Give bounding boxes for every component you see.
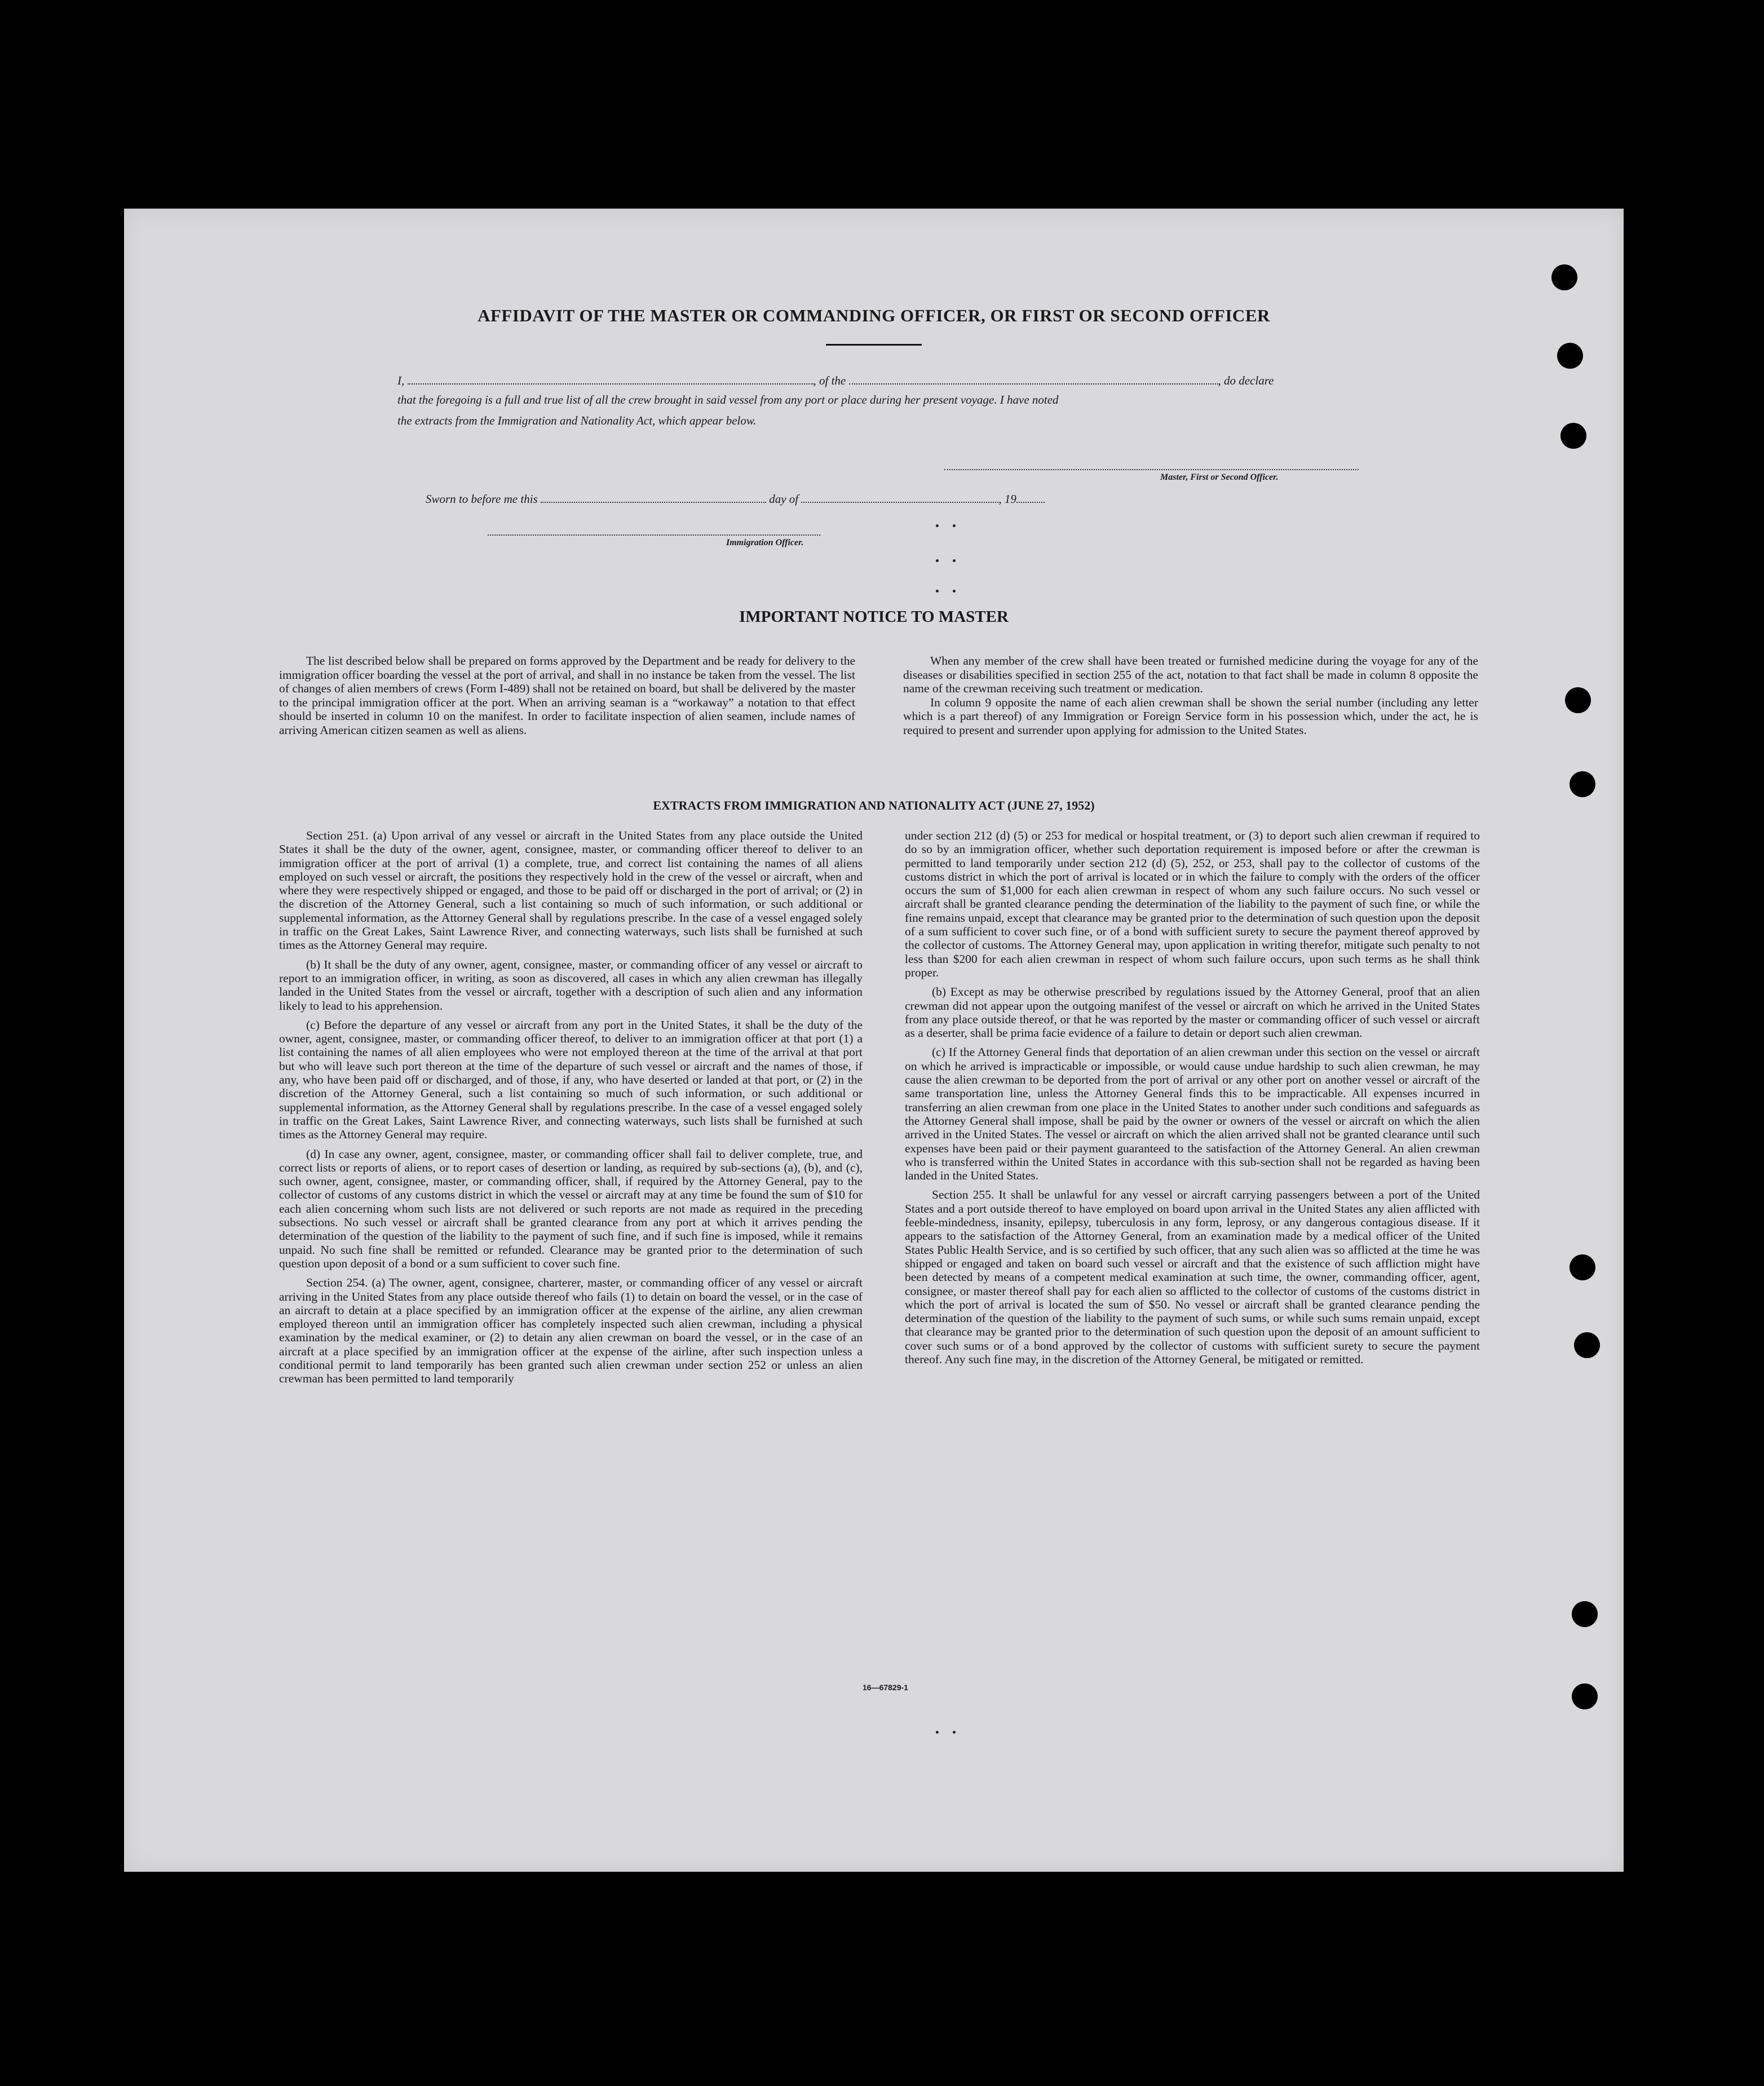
section-251-b: (b) It shall be the duty of any owner, agent, consignee, master, or commanding officer of any vessel or aircraft to report to an immigration officer, in writing, as soon as discovered, all cases in which any alien crewman has illegally landed in the United States from the vessel or aircraft, together with a description of such alien and any information likely to lead to his apprehension. (279, 957, 863, 1013)
section-254-a-continued: under section 212 (d) (5) or 253 for medical or hospital treatment, or (3) to deport such alien crewman if required to do so by an immigration officer, whether such deportation requirement is imposed before or after the crewman is permitted to land temporarily under section 212 (d) (5), 252, or 253, shall pay to the collector of customs of the customs district in which the port of arrival is located or in which the failure to comply with the orders of the officer occurs the sum of $1,000 for each alien crewman in respect of whom any such failure occurs. No such vessel or aircraft shall be granted clearance pending the determination of the liability to the payment of such fine, or while the fine remains unpaid, except that clearance may be granted prior to the determination of such question upon the deposit of a sum sufficient to cover such fine, or of a bond with sufficient surety to secure the payment thereof approved by the collector of customs. The Attorney General may, upon application in writing therefor, mitigate such penalty to not less than $200 for each alien crewman in respect of whom such failure occurs, upon such terms as he shall think proper. (905, 829, 1480, 979)
section-255: Section 255. It shall be unlawful for any vessel or aircraft carrying passengers between a port of the United States and a port outside thereof to have employed on board upon arrival in the United States any alien afflicted with feeble-mindedness, insanity, epilepsy, tuberculosis in any form, leprosy, or any dangerous contagious disease. If it appears to the satisfaction of the Attorney General, from an examination made by a medical officer of the United States Public Health Service, and is so certified by such officer, that any such alien was so afflicted at the time he was shipped or engaged and taken on board such vessel or aircraft and that the existence of such affliction might have been detected by means of a competent medical examination at such time, the owner, commanding officer, agent, consignee, or master thereof shall pay for each alien so afflicted to the collector of customs of the customs district in which the port of arrival is located the sum of $50. No vessel or aircraft shall be granted clearance pending the determination of the question of the liability to the payment of such sums, or while such sums remain unpaid, except that clearance may be granted prior to the determination of such question upon the deposit of an amount sufficient to cover such sums or of a bond approved by the collector of customs with sufficient surety to secure the payment thereof. Any such fine may, in the discretion of the Attorney General, be mitigated or remitted. (905, 1188, 1480, 1366)
speck (936, 590, 939, 593)
speck (936, 524, 939, 527)
sworn-text: Sworn to before me this (426, 492, 538, 506)
declaration-declare: , do declare (1218, 374, 1274, 387)
vessel-blank[interactable] (849, 372, 1218, 385)
speck (953, 590, 956, 593)
declaration-line-1 (397, 372, 1480, 388)
speck (936, 559, 939, 562)
year-text: , 19 (998, 492, 1016, 506)
form-number: 16—67829-1 (863, 1683, 908, 1692)
document-page (124, 209, 1624, 1872)
binder-hole (1560, 423, 1586, 449)
binder-hole (1570, 1254, 1595, 1280)
binder-hole (1565, 687, 1591, 713)
section-254-b: (b) Except as may be otherwise prescribed by regulations issued by the Attorney General, proof that an alien crewman did not appear upon the outgoing manifest of the vessel or aircraft on which he arrived in the United States from any place outside thereof, or that he was reported by the master or commanding officer of such vessel or aircraft as a deserter, shall be prima facie evidence of a failure to detain or deport such alien crewman. (905, 985, 1480, 1040)
title-rule (826, 344, 922, 346)
name-blank[interactable] (408, 372, 814, 385)
sworn-date-blank[interactable] (541, 490, 766, 503)
year-blank[interactable] (1016, 490, 1045, 503)
declaration-line-3: the extracts from the Immigration and Nationality Act, which appear below. (397, 414, 757, 427)
notice-left-text: The list described below shall be prepared on forms approved by the Department and be ready for delivery to the immigration officer boarding the vessel at the port of arrival, and shall in no instance be taken from the vessel. The list of changes of alien members of crews (Form I-489) shall not be retained on board, but shall be delivered by the master to the principal immigration officer at the port. When an arriving seaman is a “workaway” a notation to that effect should be inserted in column 10 on the manifest. In order to facilitate inspection of alien seamen, include names of arriving American citizen seamen as well as aliens. (279, 654, 855, 737)
speck (953, 1731, 956, 1734)
binder-hole (1572, 1683, 1598, 1709)
notice-right-text-2: In column 9 opposite the name of each alien crewman shall be shown the serial number (including any letter which is a part thereof) of any Immigration or Foreign Service form in his possession which, under the act, he is required to present and surrender upon applying for admission to the United States. (903, 695, 1478, 737)
month-blank[interactable] (801, 490, 998, 503)
declaration-i: I, (397, 374, 405, 387)
master-signature-label: Master, First or Second Officer. (1160, 472, 1279, 482)
binder-hole (1551, 264, 1577, 290)
day-of-text: day of (769, 492, 799, 506)
binder-hole (1557, 343, 1583, 369)
section-251-d: (d) In case any owner, agent, consignee, master, or commanding officer shall fail to deliver complete, true, and correct lists or reports of aliens, or to report cases of desertion or landing, as required by sub-sections (a), (b), and (c), such owner, agent, consignee, master, or commanding officer, shall, if required by the Attorney General, pay to the collector of customs of any customs district in which the vessel or aircraft may at any time be found the sum of $10 for each alien concerning whom such lists are not delivered or such reports are not made as required in the preceding subsections. No such vessel or aircraft shall be granted clearance from any port at which it arrives pending the determination of the question of the liability to the payment of such fine, and if such fine is imposed, while it remains unpaid. No such fine shall be remitted or refunded. Clearance may be granted prior to the determination of such question upon deposit of a bond or a sum sufficient to cover such fine. (279, 1147, 863, 1270)
notice-right-paragraphs (903, 654, 1478, 737)
notice-right-text-1: When any member of the crew shall have been treated or furnished medicine during the voyage for any of the diseases or disabilities specified in section 255 of the act, notation to that fact shall be made in column 8 opposite the name of the crewman receiving such treatment or medication. (903, 654, 1478, 695)
speck (953, 559, 956, 562)
declaration-of-the: , of the (813, 374, 846, 387)
speck (953, 524, 956, 527)
section-251-a: Section 251. (a) Upon arrival of any vessel or aircraft in the United States from any place outside the United States it shall be the duty of the owner, agent, consignee, master, or commanding officer thereof to deliver to an immigration officer at the port of arrival (1) a complete, true, and correct list containing the names of all aliens employed on such vessel or aircraft, the positions they respectively hold in the crew of the vessel or aircraft, when and where they were respectively shipped or engaged, and those to be paid off or discharged in the port of arrival; or (2) in the discretion of the Attorney General, such a list containing so much of such information, or such additional or supplemental information, as the Attorney General shall by regulations prescribe. In the case of a vessel engaged solely in traffic on the Great Lakes, Saint Lawrence River, and connecting waterways, such lists shall be furnished at such times as the Attorney General may require. (279, 829, 863, 952)
affidavit-title: AFFIDAVIT OF THE MASTER OR COMMANDING OFFICER, OR FIRST OR SECOND OFFICER (478, 306, 1270, 325)
notice-title: IMPORTANT NOTICE TO MASTER (739, 608, 1009, 626)
sworn-line (426, 490, 1271, 506)
extracts-title: EXTRACTS FROM IMMIGRATION AND NATIONALITY ACT (JUNE 27, 1952) (653, 798, 1095, 812)
extracts-left-column (279, 829, 863, 1391)
binder-hole (1574, 1332, 1600, 1358)
speck (936, 1731, 939, 1734)
extracts-right-column (905, 829, 1480, 1372)
binder-hole (1572, 1601, 1598, 1627)
section-251-c: (c) Before the departure of any vessel or aircraft from any port in the United States, it shall be the duty of the owner, agent, consignee, master, or commanding officer thereof, to deliver to an immigration officer at that port (1) a list containing the names of all alien employees who were not employed thereon at the time of the arrival at that port but who will leave such port thereon at the time of the departure of such vessel or aircraft and the names of those, if any, who have been paid off or discharged, and of those, if any, who have deserted or landed at that port, or (2) in the discretion of the Attorney General, such a list containing so much of such information, or such additional or supplemental information, as the Attorney General shall by regulations prescribe. In the case of a vessel engaged solely in traffic on the Great Lakes, Saint Lawrence River, and connecting waterways, such lists shall be furnished at such times as the Attorney General may require. (279, 1018, 863, 1142)
officer-signature-label: Immigration Officer. (726, 538, 804, 547)
declaration-line-2: that the foregoing is a full and true list of all the crew brought in said vessel from any port or place during her present voyage. I have noted (397, 393, 1059, 406)
section-254-a: Section 254. (a) The owner, agent, consignee, charterer, master, or commanding officer of any vessel or aircraft arriving in the United States from any place outside thereof who fails (1) to detain on board the vessel, or in the case of an aircraft to detain at a place specified by an immigration officer at the expense of the airline, any alien crewman employed thereon until an immigration officer has completely inspected such alien crewman, including a physical examination by the medical examiner, or (2) to detain any alien crewman on board the vessel, or in the case of an aircraft at a place specified by an immigration officer at the expense of the airline, after such inspection unless a conditional permit to land temporarily has been granted such alien crewman under section 252 or unless an alien crewman has been permitted to land temporarily (279, 1276, 863, 1386)
master-signature-line[interactable] (944, 469, 1359, 470)
notice-left-paragraph (279, 654, 855, 737)
section-254-c: (c) If the Attorney General finds that deportation of an alien crewman under this section on the vessel or aircraft on which he arrived is impracticable or impossible, or would cause undue hardship to such alien crewman, he may cause the alien crewman to be deported from the port of arrival or any other port on another vessel or aircraft of the same transportation line, unless the Attorney General finds this to be impracticable. All expenses incurred in transferring an alien crewman from one place in the United States to another under such conditions and safeguards as the Attorney General shall impose, shall be paid by the owner or owners of the vessel or aircraft on which the alien arrived in the United States. The vessel or aircraft on which the alien arrived shall not be granted clearance until such expenses have been paid or their payment guaranteed to the satisfaction of the Attorney General. An alien crewman who is transferred within the United States in accordance with this sub-section shall not be regarded as having been landed in the United States. (905, 1045, 1480, 1183)
officer-signature-line[interactable] (488, 534, 820, 536)
binder-hole (1570, 771, 1595, 797)
